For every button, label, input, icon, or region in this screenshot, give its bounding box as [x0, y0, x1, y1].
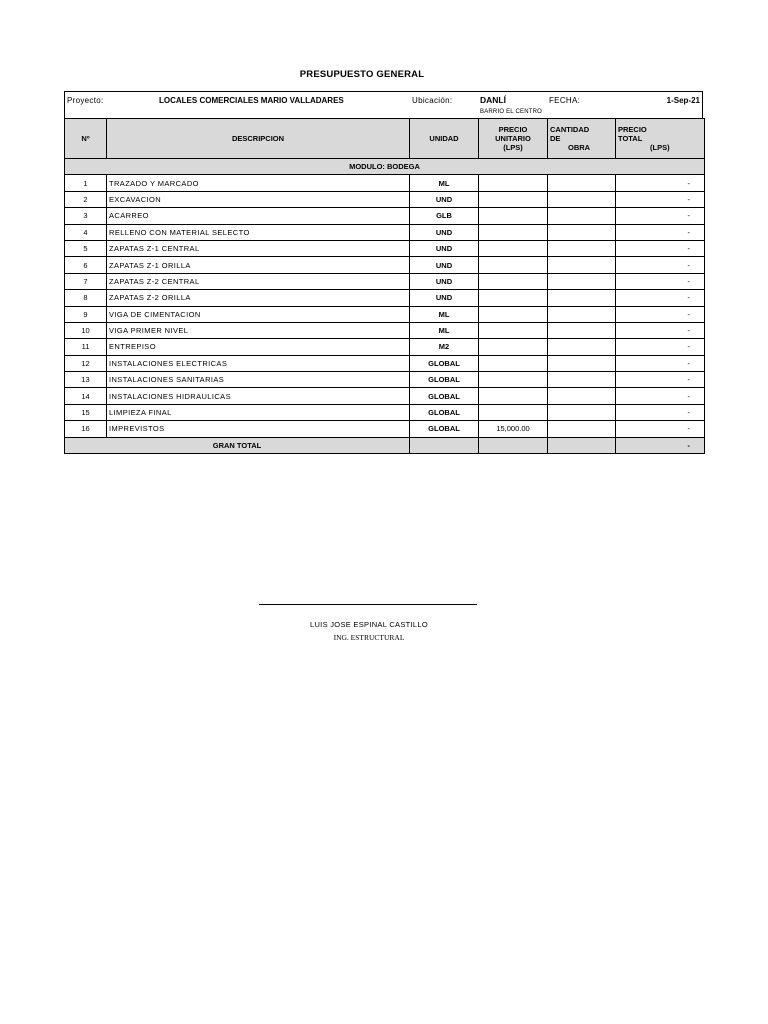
item-description: ZAPATAS Z-1 ORILLA: [107, 257, 410, 273]
item-unit: ML: [410, 322, 479, 338]
item-total: -: [616, 355, 705, 371]
item-quantity: [548, 355, 616, 371]
table-row: [65, 257, 705, 273]
item-number: 16: [65, 421, 107, 437]
item-quantity: [548, 240, 616, 256]
item-unit: ML: [410, 306, 479, 322]
item-unit-price: [479, 257, 548, 273]
table-row: [65, 290, 705, 306]
gran-total-empty-pu: [479, 437, 548, 453]
table-header-row: [65, 119, 705, 159]
item-total: -: [616, 240, 705, 256]
item-description: ZAPATAS Z-1 CENTRAL: [107, 240, 410, 256]
precio-total-line-2: TOTAL: [618, 134, 643, 143]
item-unit-price: [479, 240, 548, 256]
item-number: 4: [65, 224, 107, 240]
item-quantity: [548, 208, 616, 224]
item-description: IMPREVISTOS: [107, 421, 410, 437]
table-row: [65, 322, 705, 338]
item-quantity: [548, 339, 616, 355]
col-header-precio-unitario: [479, 119, 548, 159]
precio-total-line-3: (LPS): [650, 143, 670, 152]
item-description: INSTALACIONES ELECTRICAS: [107, 355, 410, 371]
gran-total-label: GRAN TOTAL: [65, 437, 410, 453]
col-header-cantidad: [548, 119, 616, 159]
item-unit: GLOBAL: [410, 404, 479, 420]
item-number: 11: [65, 339, 107, 355]
item-unit-price: [479, 208, 548, 224]
item-number: 10: [65, 322, 107, 338]
item-number: 12: [65, 355, 107, 371]
item-unit-price: [479, 306, 548, 322]
proyecto-value: LOCALES COMERCIALES MARIO VALLADARES: [159, 96, 344, 105]
gran-total-value: -: [616, 437, 705, 453]
item-description: VIGA PRIMER NIVEL: [107, 322, 410, 338]
item-description: ENTREPISO: [107, 339, 410, 355]
item-unit-price: [479, 175, 548, 191]
gran-total-row: [65, 437, 705, 453]
item-unit: UND: [410, 257, 479, 273]
col-header-num: Nº: [65, 119, 107, 159]
item-description: VIGA DE CIMENTACION: [107, 306, 410, 322]
item-number: 13: [65, 372, 107, 388]
table-row: [65, 339, 705, 355]
item-number: 2: [65, 191, 107, 207]
col-header-precio-total: [616, 119, 705, 159]
item-unit-price: [479, 404, 548, 420]
item-total: -: [616, 257, 705, 273]
item-unit-price: [479, 273, 548, 289]
precio-unitario-line-2: UNITARIO: [495, 134, 531, 143]
budget-table: [64, 118, 705, 454]
item-unit: UND: [410, 224, 479, 240]
item-quantity: [548, 306, 616, 322]
item-unit-price: 15,000.00: [479, 421, 548, 437]
table-row: [65, 421, 705, 437]
item-unit: M2: [410, 339, 479, 355]
item-quantity: [548, 372, 616, 388]
item-unit-price: [479, 224, 548, 240]
signature-title: ING. ESTRUCTURAL: [333, 633, 405, 642]
module-label: MODULO: BODEGA: [65, 159, 705, 175]
ubicacion-detail: BARRIO EL CENTRO: [480, 109, 542, 115]
item-unit-price: [479, 322, 548, 338]
table-row: [65, 388, 705, 404]
item-number: 9: [65, 306, 107, 322]
table-row: [65, 273, 705, 289]
item-quantity: [548, 322, 616, 338]
table-row: [65, 175, 705, 191]
item-unit: UND: [410, 191, 479, 207]
item-number: 5: [65, 240, 107, 256]
item-unit-price: [479, 339, 548, 355]
table-row: [65, 208, 705, 224]
item-description: INSTALACIONES SANITARIAS: [107, 372, 410, 388]
ubicacion-label: Ubicación:: [412, 96, 453, 105]
item-description: ZAPATAS Z-2 ORILLA: [107, 290, 410, 306]
item-quantity: [548, 388, 616, 404]
item-unit-price: [479, 388, 548, 404]
item-description: ACARREO: [107, 208, 410, 224]
item-unit-price: [479, 290, 548, 306]
item-description: INSTALACIONES HIDRAULICAS: [107, 388, 410, 404]
item-description: ZAPATAS Z-2 CENTRAL: [107, 273, 410, 289]
item-total: -: [616, 404, 705, 420]
ubicacion-value: DANLÍ: [480, 95, 506, 105]
table-row: [65, 355, 705, 371]
item-number: 6: [65, 257, 107, 273]
item-number: 7: [65, 273, 107, 289]
item-unit: GLOBAL: [410, 355, 479, 371]
item-unit: GLOBAL: [410, 421, 479, 437]
table-row: [65, 191, 705, 207]
item-total: -: [616, 421, 705, 437]
item-unit: GLOBAL: [410, 372, 479, 388]
item-unit-price: [479, 191, 548, 207]
item-quantity: [548, 175, 616, 191]
item-total: -: [616, 306, 705, 322]
gran-total-empty-qty: [548, 437, 616, 453]
cantidad-line-1: CANTIDAD: [550, 125, 590, 134]
item-unit: GLB: [410, 208, 479, 224]
item-total: -: [616, 224, 705, 240]
table-row: [65, 306, 705, 322]
item-total: -: [616, 372, 705, 388]
item-total: -: [616, 175, 705, 191]
item-quantity: [548, 224, 616, 240]
item-number: 3: [65, 208, 107, 224]
item-unit-price: [479, 372, 548, 388]
item-unit: GLOBAL: [410, 388, 479, 404]
item-unit: UND: [410, 290, 479, 306]
item-description: LIMPIEZA FINAL: [107, 404, 410, 420]
item-unit: UND: [410, 273, 479, 289]
precio-total-line-1: PRECIO: [618, 125, 647, 134]
fecha-label: FECHA:: [549, 96, 581, 105]
item-unit-price: [479, 355, 548, 371]
item-total: -: [616, 339, 705, 355]
signature-name: LUIS JOSE ESPINAL CASTILLO: [310, 620, 428, 629]
page-title: PRESUPUESTO GENERAL: [299, 69, 425, 80]
item-total: -: [616, 273, 705, 289]
item-description: RELLENO CON MATERIAL SELECTO: [107, 224, 410, 240]
item-quantity: [548, 421, 616, 437]
item-total: -: [616, 290, 705, 306]
item-quantity: [548, 404, 616, 420]
col-header-unidad: UNIDAD: [410, 119, 479, 159]
item-unit: ML: [410, 175, 479, 191]
item-unit: UND: [410, 240, 479, 256]
item-number: 8: [65, 290, 107, 306]
item-total: -: [616, 208, 705, 224]
cantidad-line-3: OBRA: [568, 143, 591, 152]
item-number: 1: [65, 175, 107, 191]
gran-total-empty-unit: [410, 437, 479, 453]
table-row: [65, 372, 705, 388]
table-row: [65, 404, 705, 420]
item-quantity: [548, 290, 616, 306]
item-number: 14: [65, 388, 107, 404]
fecha-value: 1-Sep-21: [666, 96, 700, 105]
item-description: EXCAVACION: [107, 191, 410, 207]
precio-unitario-line-3: (LPS): [503, 143, 523, 152]
item-quantity: [548, 273, 616, 289]
item-number: 15: [65, 404, 107, 420]
item-quantity: [548, 191, 616, 207]
module-row: [65, 159, 705, 175]
proyecto-label: Proyecto:: [67, 96, 104, 105]
table-row: [65, 240, 705, 256]
item-quantity: [548, 257, 616, 273]
cantidad-line-2: DE: [550, 134, 561, 143]
signature-line: [259, 604, 477, 605]
table-row: [65, 224, 705, 240]
item-total: -: [616, 388, 705, 404]
item-description: TRAZADO Y MARCADO: [107, 175, 410, 191]
col-header-descripcion: DESCRIPCION: [107, 119, 410, 159]
item-total: -: [616, 322, 705, 338]
project-info-header: [64, 91, 703, 118]
precio-unitario-line-1: PRECIO: [498, 125, 528, 134]
item-total: -: [616, 191, 705, 207]
